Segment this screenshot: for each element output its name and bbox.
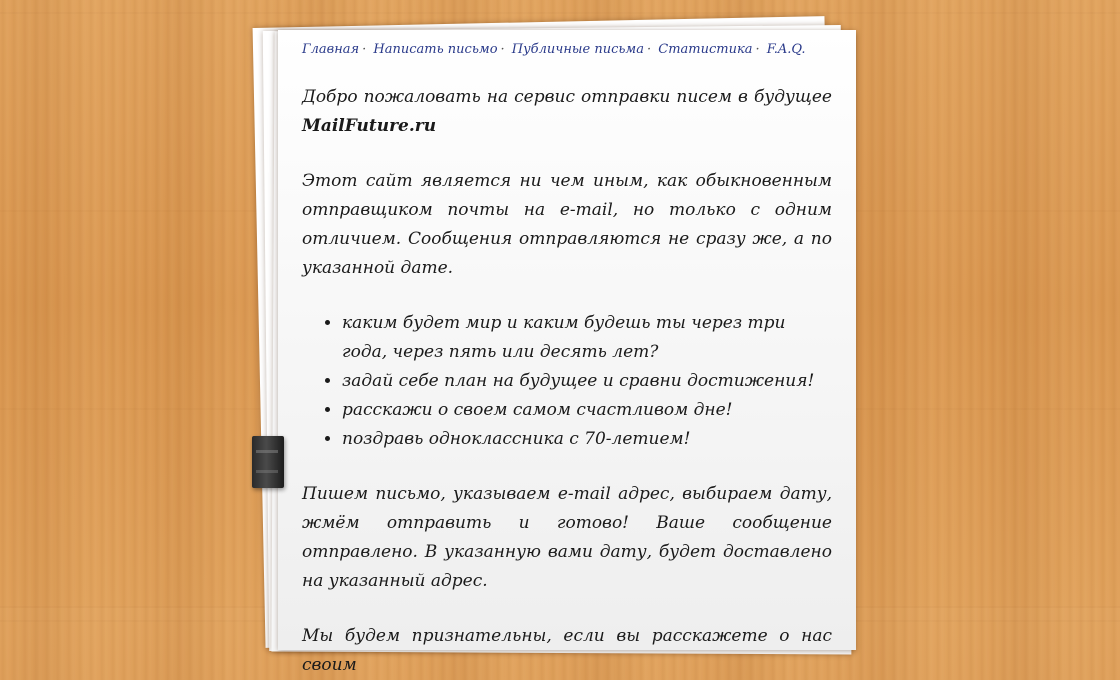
- nav-separator: ·: [646, 42, 652, 57]
- list-item: • каким будет мир и каким будешь ты через три года, через пять или десять лет?: [342, 309, 832, 367]
- nav-link-faq[interactable]: F.A.Q.: [766, 42, 806, 57]
- welcome-paragraph: [302, 83, 832, 141]
- nav-link-home[interactable]: Главная: [302, 42, 360, 57]
- top-navigation: [302, 42, 832, 57]
- welcome-text: Добро пожаловать на сервис отправки писем в будущее: [302, 87, 832, 107]
- brand-name: MailFuture.ru: [302, 116, 437, 136]
- binder-clip-icon: [252, 436, 284, 488]
- list-item: • расскажи о своем самом счастливом дне!: [342, 396, 832, 425]
- paper-sheet-main: [278, 30, 856, 675]
- nav-separator: ·: [755, 42, 760, 57]
- nav-separator: ·: [500, 42, 505, 57]
- closing-paragraph: Мы будем признательны, если вы расскажете о нас своим: [302, 626, 832, 675]
- instructions-paragraph: Пишем письмо, указываем e-mail адрес, выбираем дату, жмём отправить и готово! Ваше сообщение отправлено. В указанную вами дату, будет доставлено на указанный адрес.: [302, 484, 832, 591]
- nav-link-write-letter[interactable]: Написать письмо: [373, 42, 498, 57]
- main-content: [302, 83, 832, 680]
- list-item: • задай себе план на будущее и сравни достижения!: [342, 367, 832, 396]
- description-paragraph: Этот сайт является ни чем иным, как обыкновенным отправщиком почты на e-mail, но только с одним отличием. Сообщения отправляются не сразу же, а по указанной дате.: [302, 171, 832, 278]
- nav-link-statistics[interactable]: Статистика: [658, 42, 753, 57]
- list-item: • поздравь одноклассника с 70-летием!: [342, 425, 832, 454]
- ideas-list: [302, 309, 832, 454]
- nav-separator: ·: [362, 42, 367, 57]
- nav-link-public-letters[interactable]: Публичные письма: [511, 42, 644, 57]
